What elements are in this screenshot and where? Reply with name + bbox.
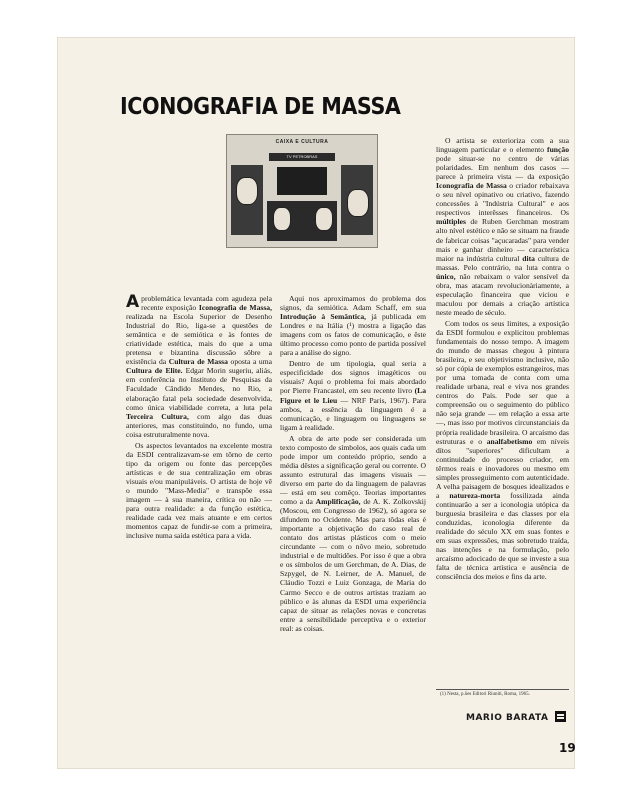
drop-cap: A [126, 292, 140, 312]
body-text: O artista se exterioriza com a sua linguagem particular e o elemento [436, 136, 569, 155]
emphasis-text: Iconografia de Massa, [198, 303, 272, 313]
body-text: Com todos os seus limites, a exposição da ESDI formulou e explicitou problemas fundamentais do nosso tempo. A imagem do mundo de massas chegou à pintura brasileira, e seu objetivismo inclusive, não só por cópia de exemplos estrangeiros, mas por uma tomada de conta com uma realidade urbana, real e viva nos grandes centros do País. Pode ser que a compreensão ou o seguimento do público não seja grande — em relação a essa arte —, mas isso por motivos circunstanciais da própria realidade brasileira. O arcaísmo das estruturas e o [436, 318, 569, 446]
emphasis-text: único, [436, 271, 456, 281]
body-text: Edgar Morin sugeriu, aliás, em conferência no Instituto de Pesquisas da Faculdade Cândido Mendes, no Rio, a elaboração fatal pela sociedade desenvolvida, como única viabilidade correta, a luta pela [126, 366, 272, 412]
body-text: A obra de arte pode ser considerada um texto composto de símbolos, aos quais cada um pode impor um conteúdo próprio, sendo a média dêstes a significação geral ou corrente. O assunto estrutural das imagens visuais — diverso em parte do da linguagem de palavras — está em seu comêço. Teorias importantes como a da [280, 433, 426, 507]
body-text: Os aspectos levantados na excelente mostra da ESDI centralizavam-se em tôrno de certo tipo da origem ou fonte das percepções artísticas e de sua centralização em obras visuais e/ou manipuláveis. O artista de hoje vê o mundo "Mass-Media" e transpõe essa imagem — à sua maneira, crítica ou não — para outra realidade: a da função estética, realidade cada vez mais atuante e em certos momentos capaz de fundir-se com a primeira, inclusive numa saída estética para a vida. [126, 440, 272, 541]
artwork-face-left [236, 177, 258, 205]
body-text: de Ruben Gerchman mostram alto nível estético e não se situam na fraude de fabricar coisas "açucaradas" para vender mais e ganhar dinheiro — característica maior na indústria cultural [436, 217, 569, 263]
body-text: em níveis dítos "superiores" dificultam a continuidade do processo criador, em têrmos reais e inovadores ou mesmo em simples prosseguimento com autenticidade. A velha paisagem de bosques idealizados e a [436, 436, 569, 500]
artwork-face-center-a [273, 207, 291, 231]
body-text: com algo das duas anteriores, mas constituindo, no fundo, uma coisa estruturalmente nova. [126, 411, 272, 439]
artwork-illustration [226, 134, 378, 248]
body-text: já publicada em Londres e na Itália (¹) mostra a ligação das imagens com os fatos de comunicação, e êste último processo como ponto de partida possível para a análise do signo. [280, 312, 426, 358]
author-name: MARIO BARATA [466, 713, 549, 723]
artwork-banner-text: TV PETROBRAS [286, 154, 318, 159]
emphasis-text: analfabetismo [486, 436, 533, 446]
artwork-face-center-b [315, 207, 333, 231]
body-text: — NRF Paris, 1967). Para ambos, a essência da linguagem é a comunicação, e linguagem ou linguagens se ligam à realidade. [280, 395, 427, 432]
body-text: problemática levantada com agudeza pela recente exposição [141, 294, 272, 313]
article-title: ICONOGRAFIA DE MASSA [120, 94, 401, 120]
article-paragraph [436, 136, 569, 317]
article-paragraph [126, 441, 272, 541]
artwork-tv-frame [277, 167, 327, 195]
body-text: fossilizada ainda continuarão a ser a iconologia utópica da burguesia brasileira e das classes por ela conduzidas, iconologia diferente da realidade do século XX em suas fontes e em suas expressões, mas sobretudo traída, nas intenções e na formulação, pelo arcaísmo adocicado de que se investe a sua falta de técnica artística e ausência de consciência dos meios e fins da arte. [436, 490, 569, 582]
emphasis-text: (La Figure et le Lieu [280, 386, 426, 405]
emphasis-text: Cultura de Massa [168, 357, 228, 367]
footnote-divider [436, 689, 569, 690]
emphasis-text: múltiples [436, 217, 466, 227]
emphasis-text: Introdução à Semântica, [280, 312, 367, 322]
artwork-face-right [347, 189, 369, 217]
article-paragraph [126, 294, 272, 439]
emphasis-text: Iconografia de Massa [436, 181, 507, 191]
article-paragraph [280, 294, 426, 357]
article-column-middle [280, 294, 426, 635]
article-column-right [436, 136, 569, 583]
body-text: realizada na Escola Superior de Desenho Industrial do Rio, liga-se a questões de semântica e de semiótica e às fontes de criatividade estética, mais do que a uma pretensa e bizantina discussão sôbre a existência da [126, 312, 272, 367]
emphasis-text: função [547, 145, 569, 155]
body-text: não rebaixam o valor sensível da obra, mas atacam revolucionàriamente, a especulação financeira que viciou e maculou por demais a criação artística neste meado de século. [436, 271, 569, 317]
emphasis-text: natureza-morta [449, 490, 501, 500]
emphasis-text: Cultura de Elite. [126, 366, 183, 376]
footnote: (1) Nesta, p.ões Editori Riuniti, Roma, 1965. [440, 692, 530, 697]
body-text: Aqui nos aproximamos do problema dos signos, da semiótica. Adam Schaff, em sua [280, 294, 426, 313]
artwork-caption: CAIXA E CULTURA [275, 139, 329, 145]
body-text: de A. K. Zolkovskij (Moscou, em Congresso de 1962), só agora se difundem no Ocidente. Mas para tôdas elas é importante a objetivação do caso real de contato dos artistas plásticos com o meio circundante — com o nôvo meio, sobretudo industrial e de multidões. Por isso é que a obra e os símbolos de um Gerchman, de A. Dias, de Szpygel, de N. Leirner, de A. Manuel, de Cláudio Tozzi e Luiz Gonzaga, de Maria do Carmo Secco e de outros artistas traziam ao público e às alunas da ESDI uma experiência capaz de situar as relações novas e concretas entre a sensibilidade perceptiva e o exterior real: as coisas. [280, 497, 426, 633]
article-paragraph [280, 434, 426, 633]
publisher-logo-icon [555, 711, 566, 722]
page-number: 19 [559, 741, 576, 755]
artwork-banner [269, 153, 335, 161]
magazine-page [58, 38, 574, 768]
body-text: Dentro de um tipologia, qual seria a especificidade dos signos imagéticos ou visuais? Aqui o problema foi mais abordado por Pierre Francastel, em seu recente livro [280, 359, 426, 396]
article-paragraph [280, 359, 426, 431]
body-text: o criador rebaixava o seu nível opinativo ou criativo, fazendo concessões à "Indústria Cultural" e aos respectivos interêsses financeiros. Os [436, 181, 569, 218]
emphasis-text: dita [522, 253, 535, 263]
body-text: cultura de massas. Pelo contrário, na luta contra o [436, 253, 569, 272]
article-column-left [126, 294, 272, 542]
body-text: pode situar-se no centro de várias polaridades. Em nenhum dos casos — parece à primeira vista — da exposição [436, 154, 569, 182]
article-paragraph [436, 319, 569, 581]
body-text: oposta a uma [227, 357, 272, 367]
emphasis-text: Terceira Cultura, [126, 411, 189, 421]
emphasis-text: Amplificação, [315, 497, 361, 507]
